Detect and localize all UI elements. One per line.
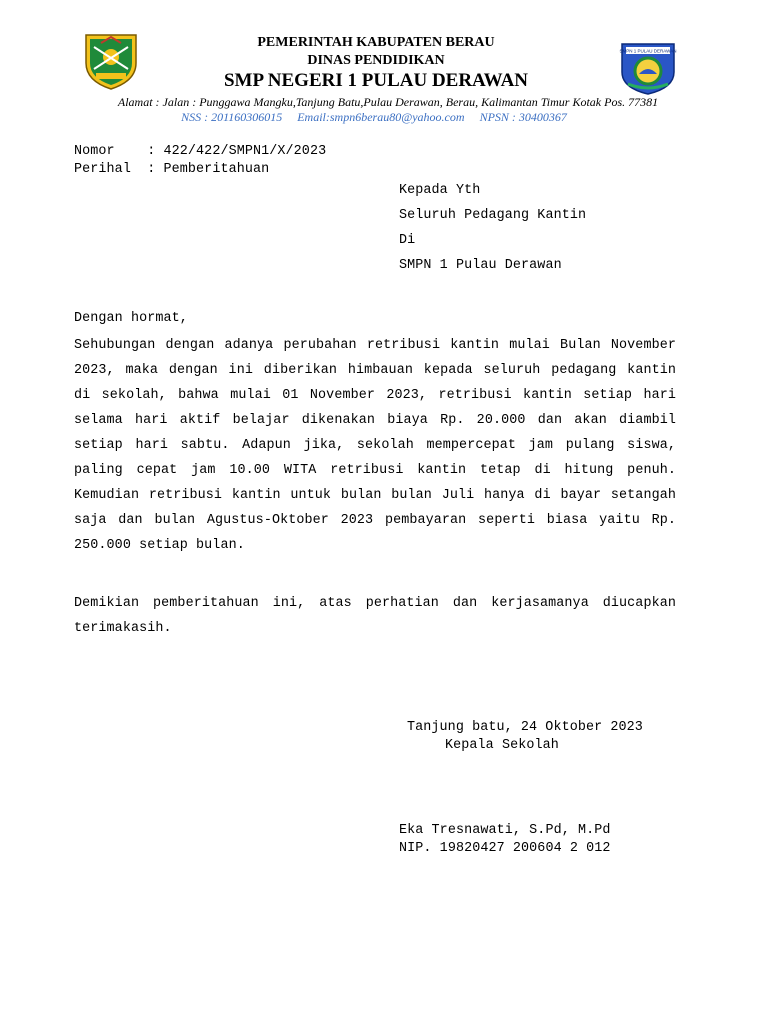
greeting: Dengan hormat, (74, 311, 188, 326)
addressee-block (399, 178, 586, 278)
addressee-line: SMPN 1 Pulau Derawan (399, 258, 562, 273)
signature-title: Kepala Sekolah (445, 738, 559, 753)
signatory-nip: NIP. 19820427 200604 2 012 (399, 841, 611, 856)
perihal-value: : Pemberitahuan (147, 162, 270, 177)
addressee-line: Seluruh Pedagang Kantin (399, 208, 587, 223)
letterhead-identifiers (0, 110, 758, 125)
letterhead (0, 0, 768, 130)
body-paragraph: Sehubungan dengan adanya perubahan retribusi kantin mulai Bulan November 2023, maka dengan ini diberikan himbauan kepada seluruh pedagang kantin di sekolah, bahwa mulai 01 November 2023, retribusi kantin setiap hari selama hari aktif belajar dikenakan biaya Rp. 20.000 dan akan diambil setiap hari sabtu. Adapun jika, sekolah mempercepat jam pulang siswa, paling cepat jam 10.00 WITA retribusi kantin tetap di hitung penuh. Kemudian retribusi kantin untuk bulan bulan Juli hanya di bayar setangah saja dan bulan Agustus-Oktober 2023 pembayaran seperti biasa yaitu Rp. 250.000 setiap bulan. (74, 338, 676, 553)
signature-place-date: Tanjung batu, 24 Oktober 2023 (407, 720, 643, 735)
addressee-line: Di (399, 233, 416, 248)
npsn-number: NPSN : 30400367 (479, 110, 567, 124)
letterhead-department: DINAS PENDIDIKAN (307, 53, 445, 68)
nomor-label: Nomor (74, 144, 115, 159)
nss-number: NSS : 201160306015 (181, 110, 283, 124)
perihal-label: Perihal (74, 162, 131, 177)
signature-name-block (399, 822, 611, 858)
closing-paragraph: Demikian pemberitahuan ini, atas perhatian dan kerjasamanya diucapkan terimakasih. (74, 596, 676, 636)
addressee-line: Kepada Yth (399, 183, 481, 198)
signatory-name: Eka Tresnawati, S.Pd, M.Pd (399, 823, 611, 838)
nomor-value: : 422/422/SMPN1/X/2023 (147, 144, 327, 159)
letterhead-government: PEMERINTAH KABUPATEN BERAU (257, 35, 495, 50)
letter-meta (74, 143, 326, 179)
logo-caption: SMPN 1 PULAU DERAWAN (619, 48, 677, 54)
letterhead-school-name: SMP NEGERI 1 PULAU DERAWAN (223, 70, 529, 91)
school-email: Email:smpn6berau80@yahoo.com (297, 110, 465, 124)
letterhead-address: Alamat : Jalan : Punggawa Mangku,Tanjung Batu,Pulau Derawan, Berau, Kalimantan Timur Kotak Pos. 77381 (117, 95, 659, 109)
